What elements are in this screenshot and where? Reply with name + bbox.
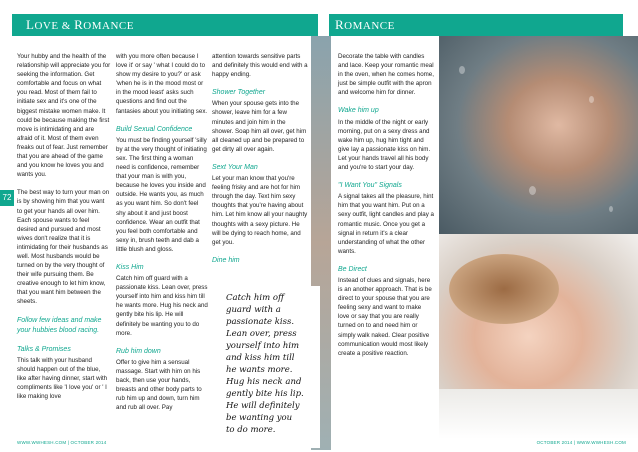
footer-left: WWW.WWHESH.COM | OCTOBER 2014	[17, 440, 107, 445]
subheading-i-want-you-signals: "I Want You" Signals	[338, 182, 402, 190]
subheading-build-confidence: Build Sexual Confidence	[116, 125, 193, 133]
header-text-omance: OMANCE	[83, 20, 134, 32]
note-line: Hug his neck and	[226, 377, 302, 387]
header-right-text: OMANCE	[344, 20, 395, 32]
note-line: he wants more.	[226, 365, 293, 375]
article-column-1	[17, 52, 111, 410]
paragraph: Your hubby and the health of the relationship will appreciate you for seeking the information. Get comfortable and focus on what you read. Most of them fail to initiate sex and it's one of the biggest mistake women make. It could be because making the first move is intimidating and are afraid of it. Most of them even freaks out of fear. Just remember that you are ahead of the game and you know he loves you and wants you.	[17, 53, 111, 179]
subheading-wake-him-up: Wake him up	[338, 107, 379, 115]
paragraph: Offer to give him a sensual massage. Start with him on his back, then use your hands, breasts and other body parts to rub him up and down, turn him and rub all over. Pay	[116, 358, 202, 412]
paragraph: Decorate the table with candles and lace. Keep your romantic meal in the oven, when he comes home, just be simple outfit with the apron and welcome him for dinner.	[338, 53, 434, 97]
footer-right: OCTOBER 2014 | WWW.WWHESH.COM	[536, 440, 626, 445]
subheading-sext-your-man: Sext Your Man	[212, 163, 258, 171]
note-line: He will definitely	[226, 401, 300, 411]
article-column-3	[212, 52, 308, 267]
note-line: yourself into him	[226, 341, 300, 351]
paragraph: Catch him off guard with a passionate kiss. Lean over, press yourself into him and kiss him till he wants more. Hug his neck and gently bite his lip. He will definitely be wanting you to do more.	[116, 275, 208, 337]
header-cap-r: R	[74, 17, 84, 32]
water-drop	[589, 96, 594, 103]
handwritten-note	[218, 286, 320, 448]
page-number: 72	[0, 190, 14, 206]
paragraph: A signal takes all the pleasure, hint him that you want him. Put on a sexy outfit, light candles and play a romantic music. Once you get a signal in return it's a clear understanding of what the other wants.	[338, 193, 434, 255]
paragraph: Instead of clues and signals, here is an another approach. That is be direct to your spouse that you are feeling sexy and want to make love or say that you are really turned on to and need him or simply walk naked. Clear positive communication would most likely create a positive reaction.	[338, 276, 432, 357]
section-header-romance	[329, 14, 623, 36]
section-header-love-romance	[12, 14, 318, 36]
pull-quote: Follow few ideas and make your hubbies blood racing.	[17, 316, 102, 334]
note-line: gently bite his lip.	[226, 389, 304, 399]
paragraph: Let your man know that you're feeling frisky and are hot for him through the day. Text him sexy thoughts that you're having about him. Let him know all your naughty thoughts with a sexy picture. He will be dying to reach home, and get you.	[212, 175, 308, 246]
subheading-shower-together: Shower Together	[212, 89, 266, 97]
paragraph: This talk with your husband should happen out of the blue, like after having dinner, start with compliments like 'I love you' or ' I like making love	[17, 356, 108, 400]
paragraph: The best way to turn your man on is by showing him that you want to get your hands all over him. Each spouse wants to feel desired and pursued and most wives don't realize that it is intimidating for their husbands as well. Most husbands would be turned on by the very thought of their wife pursuing them. Be creative enough to let him know, that you want him between the sheets.	[17, 189, 110, 306]
article-column-4	[338, 52, 434, 367]
subheading-dine-him: Dine him	[212, 256, 240, 264]
water-drop	[609, 206, 613, 212]
header-text-ove: OVE &	[34, 20, 75, 32]
note-line: passionate kiss.	[226, 317, 295, 327]
note-line: and kiss him till	[226, 353, 295, 363]
water-drop	[529, 186, 536, 195]
shower-couple-photo	[439, 36, 638, 234]
paragraph: with you more often because I love it' or say ' what I could do to show my desire to you?' or ask 'when he is in the mood most or in the mood least' asks such questions and find out the fantasies about you initiating sex.	[116, 53, 208, 115]
note-line: Lean over, press	[226, 329, 297, 339]
note-line: be wanting you	[226, 413, 293, 423]
header-right-cap: R	[335, 17, 345, 32]
subheading-rub-him-down: Rub him down	[116, 347, 161, 355]
note-line: to do more.	[226, 425, 276, 435]
header-cap-l: L	[26, 17, 35, 32]
subheading-talks-promises: Talks & Promises	[17, 345, 71, 353]
bed-couple-photo	[439, 234, 638, 439]
subheading-kiss-him: Kiss Him	[116, 263, 144, 271]
paragraph: When your spouse gets into the shower, leave him for a few minutes and join him in the shower. Soap him all over, get him all cleaned up and be prepared to get dirty all over again.	[212, 100, 307, 153]
photo-hair-region	[449, 254, 559, 324]
subheading-be-direct: Be Direct	[338, 265, 367, 273]
photo-bedsheet-region	[439, 389, 638, 439]
note-line: guard with a	[226, 305, 281, 315]
paragraph: You must be finding yourself 'silly by at the very thought of initiating sex. The first thing a woman need is confidence, remember that your man is with you, because he loves you inside and outside. He wants you, as much as you want him. So don't feel shy about it and just boost confidence. Wear an outfit that you feel both comfortable and sexy in, brush teeth and dab a little blush and gloss.	[116, 136, 207, 253]
paragraph: In the middle of the night or early morning, put on a sexy dress and wake him up, hug him tight and give lay a passionate kiss on him. Let your hands travel all his body and you're to start your day.	[338, 118, 431, 172]
paragraph: attention towards sensitive parts and definitely this would end with a happy ending.	[212, 53, 308, 79]
article-column-2	[116, 52, 208, 421]
note-line: Catch him off	[226, 293, 285, 303]
water-drop	[459, 66, 465, 74]
